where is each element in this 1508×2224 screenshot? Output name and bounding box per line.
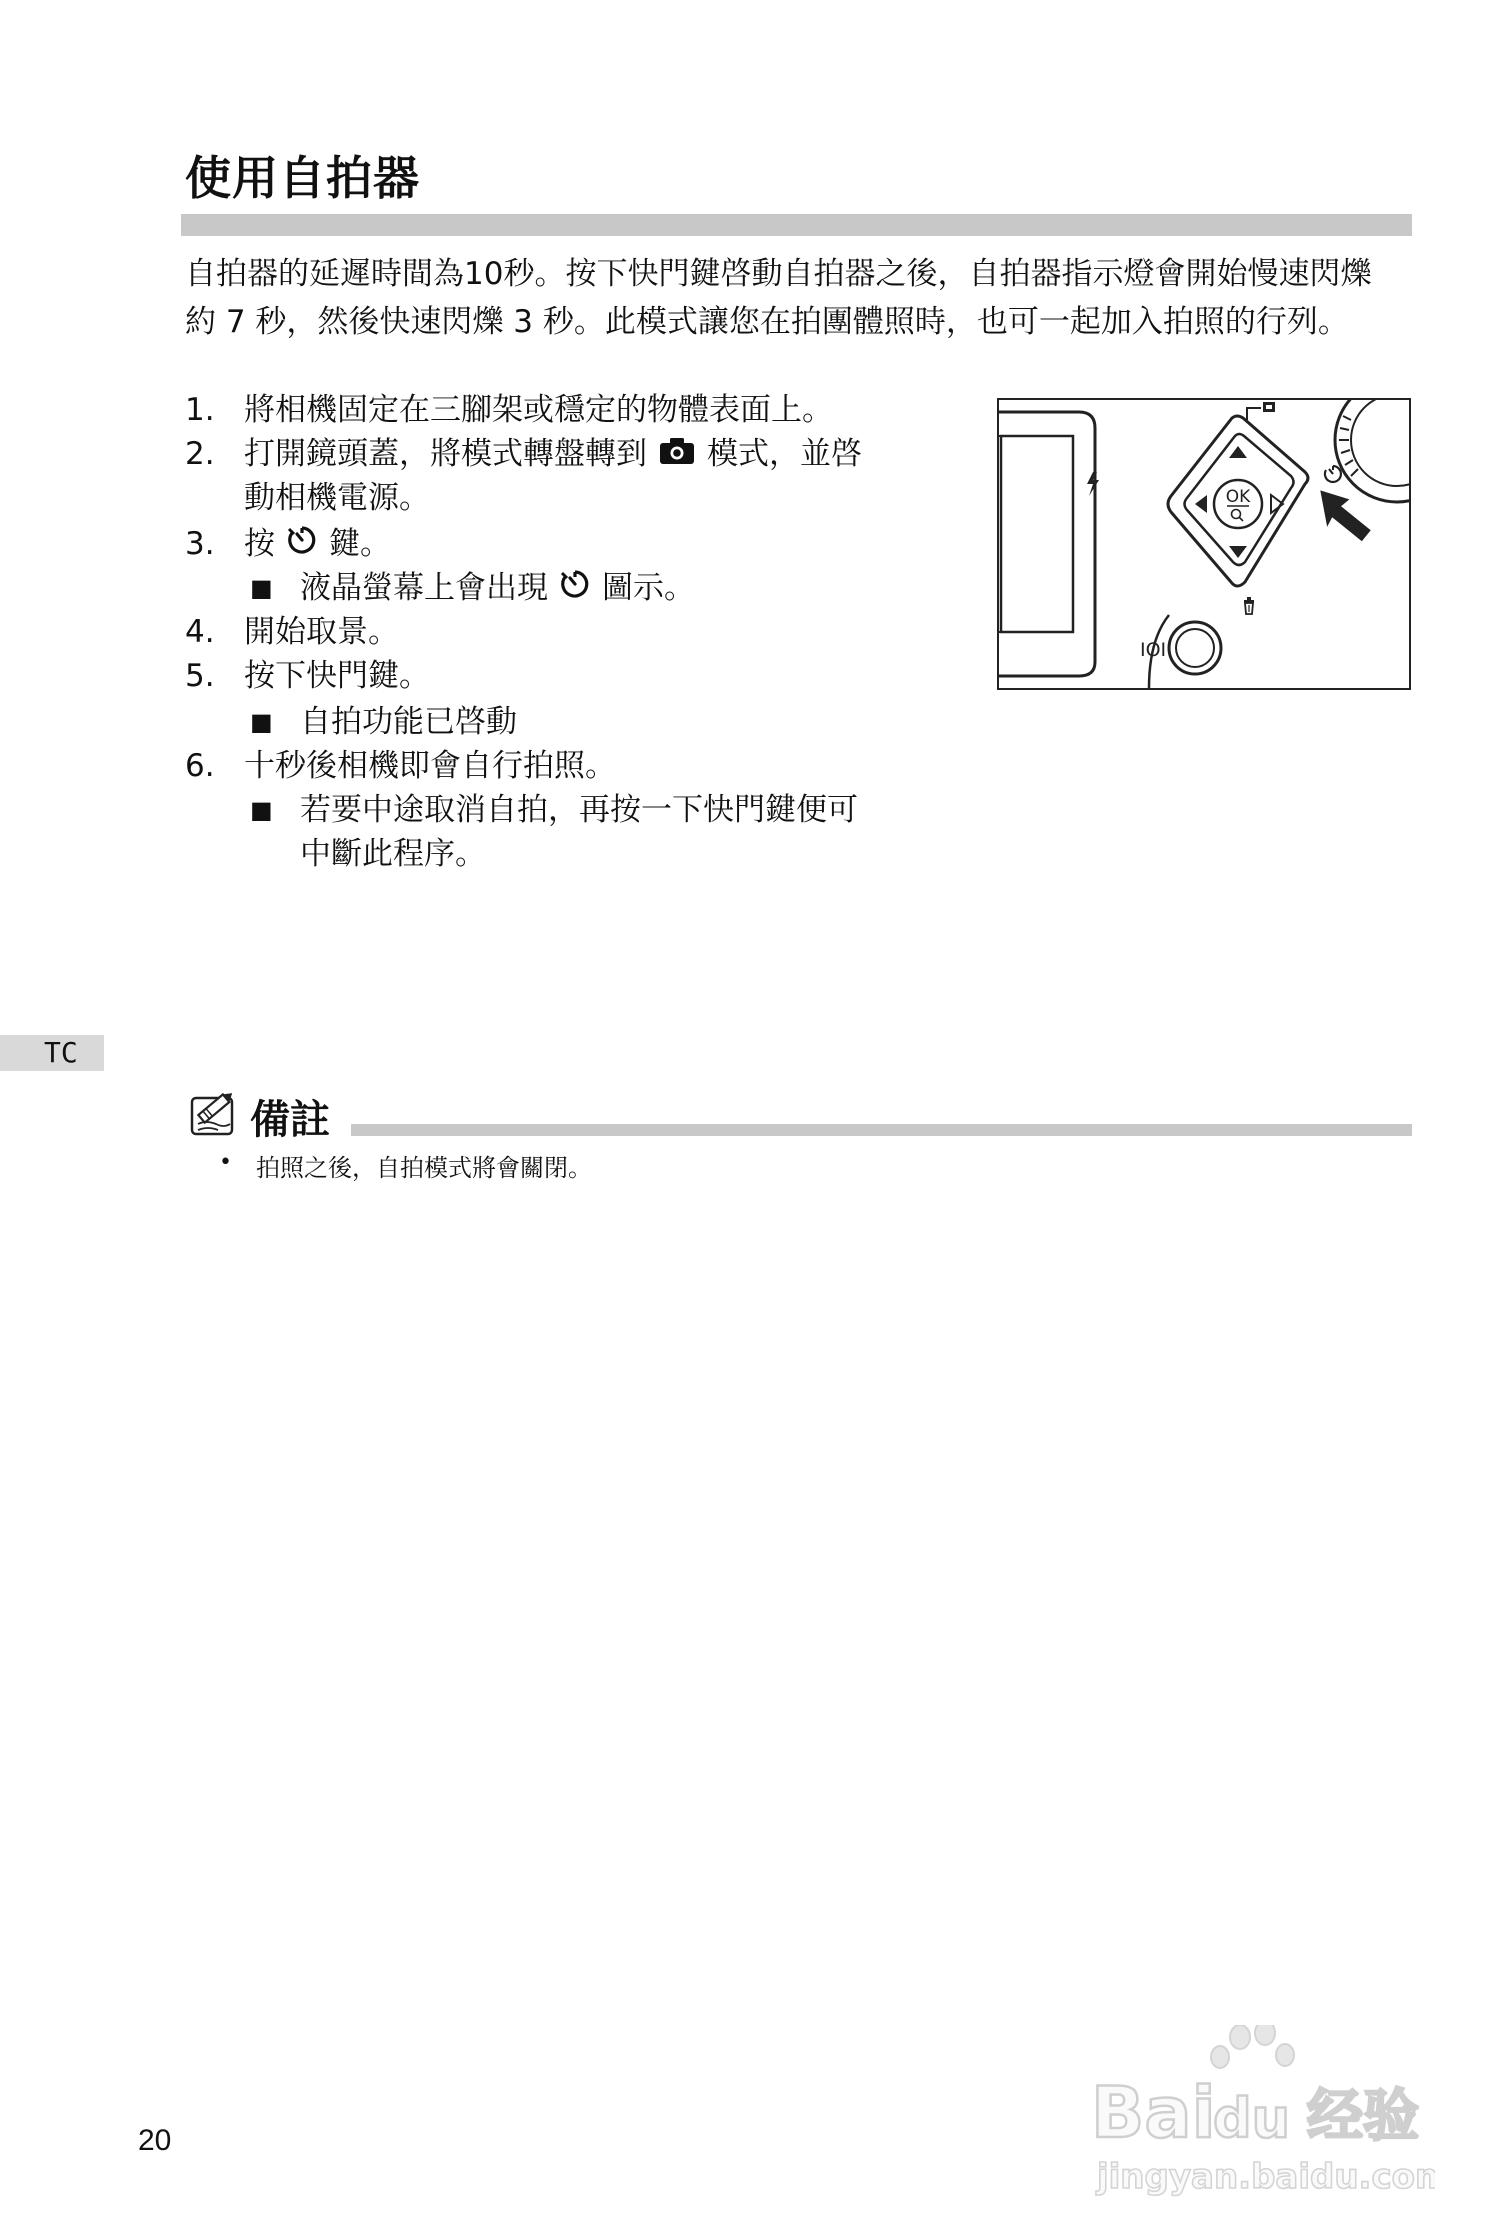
sub-text bbox=[300, 566, 695, 613]
step-number: 4. bbox=[185, 614, 215, 650]
sub-text-part: 圖示。 bbox=[602, 570, 695, 606]
ok-label: OK bbox=[1225, 487, 1251, 507]
page-number: 20 bbox=[138, 2124, 172, 2157]
step-number: 1. bbox=[185, 392, 215, 428]
step-text bbox=[244, 432, 862, 478]
step-text: 按下快門鍵。 bbox=[244, 658, 430, 694]
watermark-brand: Bai bbox=[1091, 2072, 1216, 2154]
step-text-part: 打開鏡頭蓋，將模式轉盤轉到 bbox=[244, 436, 647, 472]
step-text-part: 按 bbox=[244, 526, 275, 562]
self-timer-icon bbox=[1325, 466, 1341, 482]
step-number: 2. bbox=[185, 436, 215, 472]
square-bullet: ■ bbox=[250, 708, 273, 736]
step-number: 6. bbox=[185, 748, 215, 784]
self-timer-icon bbox=[285, 523, 319, 569]
mode-dial bbox=[1335, 400, 1409, 502]
step-text-part: 鍵。 bbox=[329, 526, 391, 562]
baidu-watermark bbox=[1085, 2025, 1435, 2200]
square-bullet: ■ bbox=[250, 796, 273, 824]
intro-line-2: 約 7 秒，然後快速閃爍 3 秒。此模式讓您在拍團體照時，也可一起加入拍照的行列。 bbox=[185, 304, 1349, 340]
intro-line-1: 自拍器的延遲時間為10秒。按下快門鍵啓動自拍器之後，自拍器指示燈會開始慢速閃爍 bbox=[185, 256, 1372, 292]
step-text-part: 模式，並啓 bbox=[707, 436, 862, 472]
note-text: 拍照之後，自拍模式將會關閉。 bbox=[256, 1154, 592, 1182]
title-rule bbox=[181, 214, 1412, 236]
four-way-pad bbox=[1168, 416, 1308, 586]
language-tab-label: TC bbox=[44, 1036, 78, 1069]
camera-back-illustration bbox=[997, 398, 1411, 690]
watermark-brand-cn: 经验 bbox=[1307, 2084, 1419, 2149]
self-timer-icon bbox=[558, 567, 592, 613]
baidu-logo bbox=[1085, 2025, 1435, 2200]
arrow-pointer-icon bbox=[1320, 486, 1371, 546]
note-title: 備註 bbox=[250, 1097, 330, 1143]
trash-icon bbox=[1244, 597, 1254, 614]
watermark-url: jingyan.baidu.com bbox=[1097, 2157, 1435, 2197]
step-number: 5. bbox=[185, 658, 215, 694]
step-text: 十秒後相機即會自行拍照。 bbox=[244, 748, 616, 784]
note-rule bbox=[351, 1124, 1412, 1136]
sub-text-part: 液晶螢幕上會出現 bbox=[300, 570, 548, 606]
step-number: 3. bbox=[185, 526, 215, 562]
sub-text: 自拍功能已啓動 bbox=[300, 704, 517, 740]
sub-text: 若要中途取消自拍，再按一下快門鍵便可 bbox=[300, 792, 858, 828]
page-title: 使用自拍器 bbox=[185, 151, 420, 205]
step-text: 將相機固定在三腳架或穩定的物體表面上。 bbox=[244, 392, 833, 428]
step-text bbox=[244, 522, 391, 569]
camera-mode-icon bbox=[657, 434, 697, 478]
flash-icon bbox=[1087, 472, 1099, 496]
display-button-label: IOI bbox=[1140, 639, 1167, 661]
paw-icon bbox=[1211, 2025, 1294, 2068]
sub-text: 中斷此程序。 bbox=[300, 836, 486, 872]
camera-back-diagram bbox=[999, 400, 1409, 688]
step-text: 動相機電源。 bbox=[244, 480, 430, 516]
note-bullet: • bbox=[219, 1150, 232, 1175]
step-text: 開始取景。 bbox=[244, 614, 399, 650]
watermark-brand-paw: du bbox=[1213, 2087, 1291, 2150]
note-pencil-icon bbox=[186, 1084, 242, 1140]
square-bullet: ■ bbox=[250, 574, 273, 602]
